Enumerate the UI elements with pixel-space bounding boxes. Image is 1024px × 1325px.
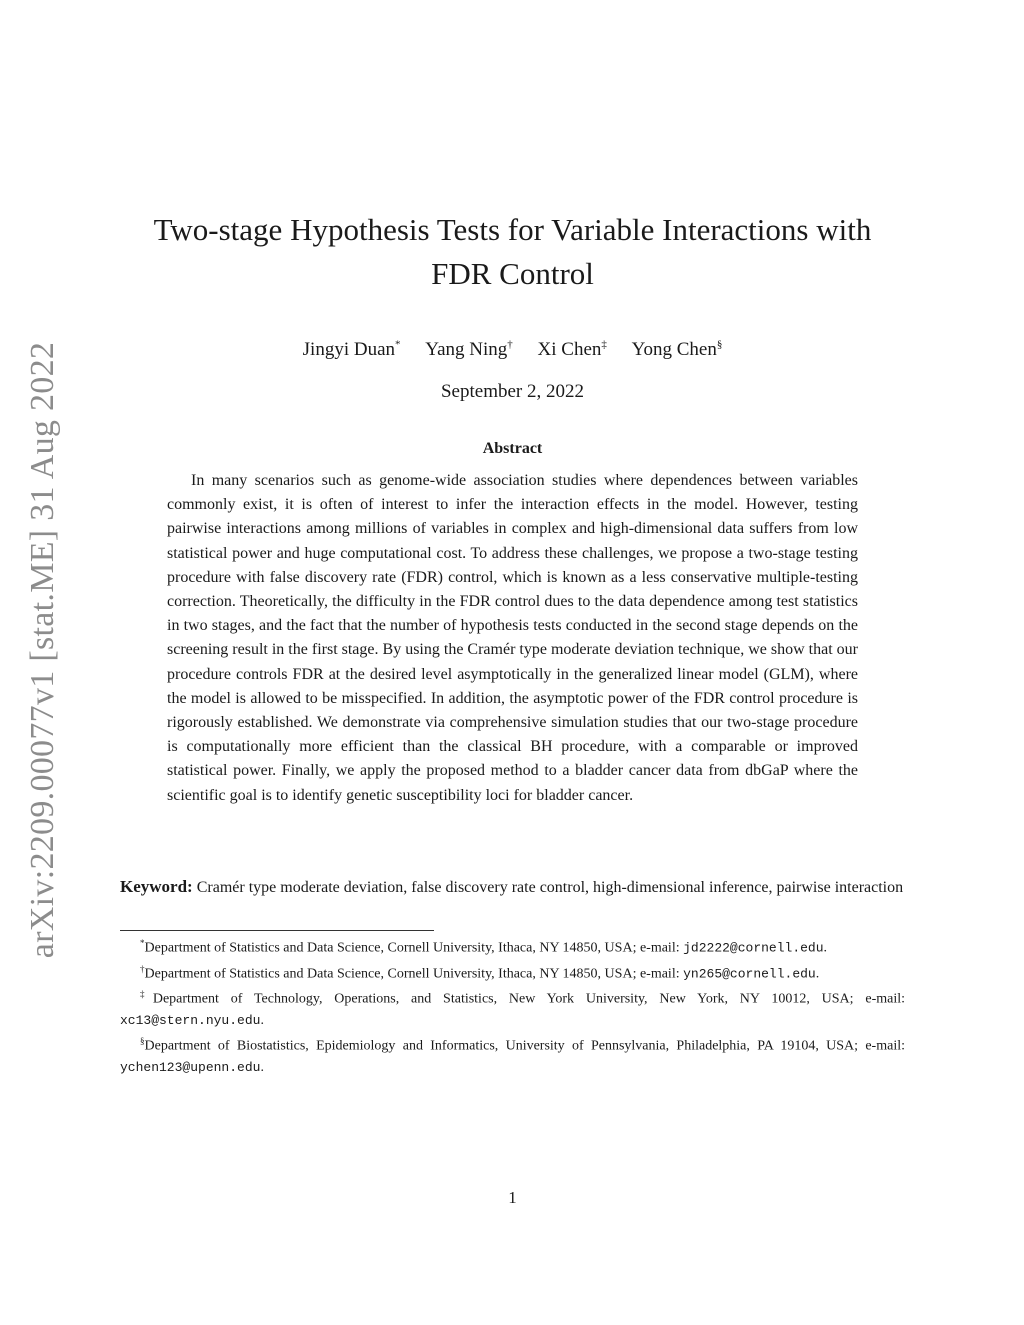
keywords-label: Keyword: — [120, 877, 193, 896]
footnote-end: . — [815, 966, 820, 982]
footnote-4 — [120, 1031, 905, 1078]
keywords-text: Cramér type moderate deviation, false discovery rate control, high-dimensional inference, pairwise interaction — [196, 879, 904, 896]
footnote-text: Department of Statistics and Data Science, Cornell University, Ithaca, NY 14850, USA; e-mail: — [144, 966, 684, 982]
footnote-3 — [120, 984, 905, 1031]
author-list — [120, 333, 905, 362]
footnote-email[interactable]: jd2222@cornell.edu — [683, 940, 824, 956]
footnote-text: Department of Statistics and Data Science, Cornell University, Ithaca, NY 14850, USA; e-mail: — [144, 940, 684, 956]
footnote-email[interactable]: yn265@cornell.edu — [683, 966, 816, 982]
page-number: 1 — [508, 1188, 517, 1207]
author-1 — [303, 339, 401, 360]
footnote-email[interactable]: ychen123@upenn.edu — [120, 1059, 261, 1075]
abstract-body: In many scenarios such as genome-wide association studies where dependences between variables commonly exist, it is often of interest to infer the interaction effects in the model. However, testing pairwise interactions among millions of variables in complex and high-dimensional data suffers from low statistical power and huge computational cost. To address these challenges, we propose a two-stage testing procedure with false discovery rate (FDR) control, which is known as a less conservative multiple-testing correction. Theoretically, the difficulty in the FDR control dues to the data dependence among test statistics in two stages, and the fact that the number of hypothesis tests conducted in the second stage depends on the screening result in the first stage. By using the Cramér type moderate deviation technique, we show that our procedure controls FDR at the desired level asymptotically in the generalized linear model (GLM), where the model is allowed to be misspecified. In addition, the asymptotic power of the FDR control procedure is rigorously established. We demonstrate via comprehensive simulation studies that our two-stage procedure is computationally more efficient than the classical BH procedure, with a comparable or improved statistical power. Finally, we apply the proposed method to a bladder cancer data from dbGaP where the scientific goal is to identify genetic susceptibility loci for bladder cancer. — [167, 472, 858, 804]
author-name: Yong Chen — [631, 339, 717, 361]
author-4 — [632, 339, 723, 360]
author-footnote-mark: † — [507, 339, 513, 351]
paper-title: Two-stage Hypothesis Tests for Variable Interactions with FDR Control — [153, 212, 872, 291]
author-footnote-mark: ‡ — [601, 339, 607, 351]
footnote-text: Department of Biostatistics, Epidemiology and Informatics, University of Pennsylvania, Philadelphia, PA 19104, USA; e-mail: — [144, 1038, 905, 1054]
footnote-mark: § — [140, 1035, 145, 1046]
paper-date: September 2, 2022 — [440, 381, 584, 402]
author-footnote-mark: * — [395, 339, 401, 351]
footnote-end: . — [260, 1059, 264, 1075]
author-3 — [538, 339, 607, 360]
footnotes — [120, 933, 905, 1078]
footnote-divider — [120, 930, 434, 931]
arxiv-sidebar-stamp — [18, 340, 68, 960]
footnote-end: . — [260, 1012, 264, 1028]
author-name: Yang Ning — [425, 339, 508, 361]
arxiv-identifier: arXiv:2209.00077v1 [stat.ME] 31 Aug 2022 — [24, 341, 61, 959]
abstract-heading: Abstract — [482, 440, 543, 457]
footnote-end: . — [823, 940, 828, 956]
footnote-text: Department of Technology, Operations, and Statistics, New York University, New York, NY 10012, USA; e-mail: — [152, 991, 906, 1007]
footnote-mark: † — [140, 963, 145, 974]
footnote-email[interactable]: xc13@stern.nyu.edu — [120, 1012, 261, 1028]
keywords-section — [120, 873, 905, 901]
footnote-1 — [120, 933, 905, 959]
author-name: Jingyi Duan — [302, 339, 396, 361]
footnote-mark: ‡ — [140, 989, 153, 1000]
author-name: Xi Chen — [537, 339, 602, 361]
footnote-mark: * — [140, 938, 145, 948]
footnote-2 — [120, 959, 905, 985]
author-2 — [425, 339, 513, 360]
author-footnote-mark: § — [716, 339, 723, 351]
